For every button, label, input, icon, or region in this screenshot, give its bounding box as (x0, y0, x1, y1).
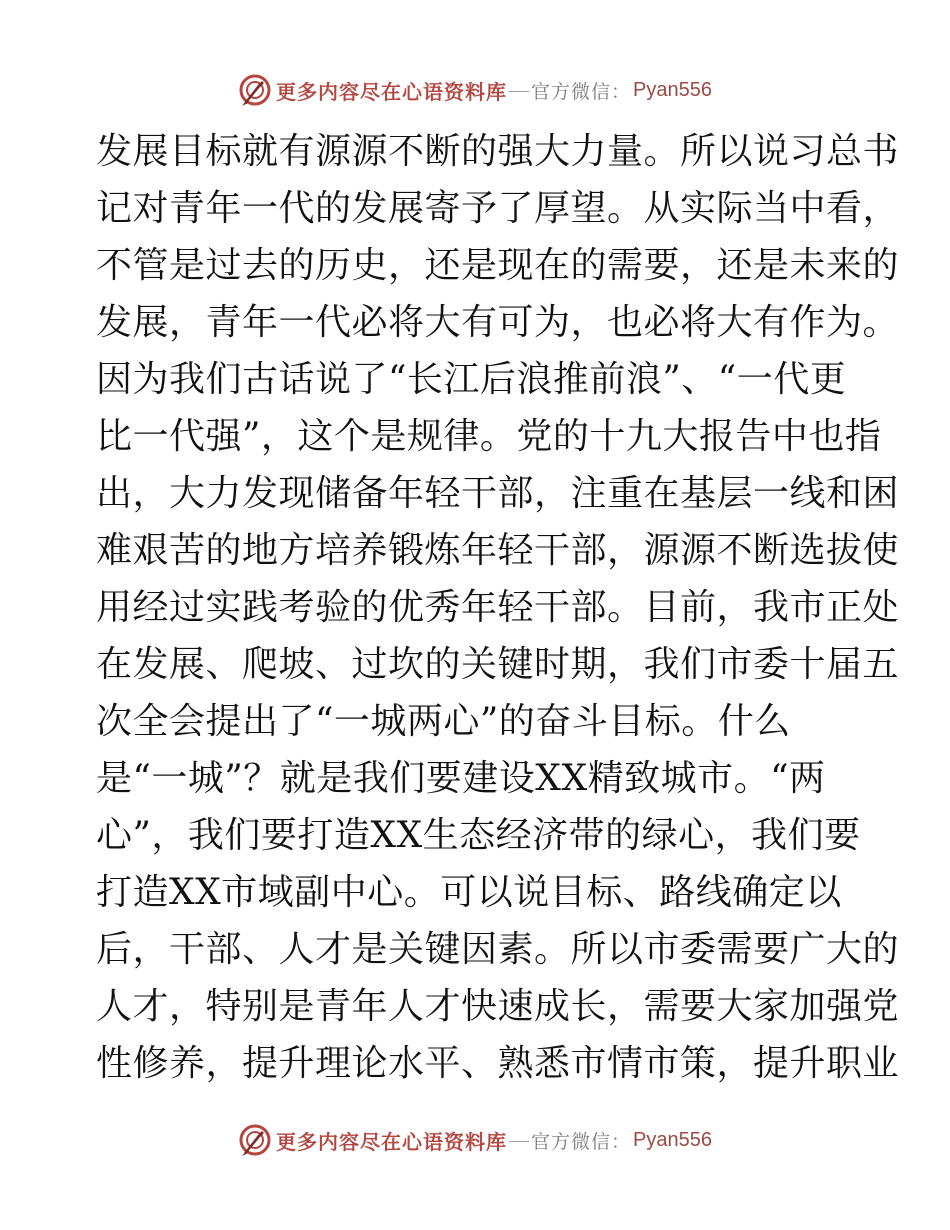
body-line: 后，干部、人才是关键因素。所以市委需要广大的 (96, 929, 900, 970)
body-line: 因为我们古话说了“长江后浪推前浪”、“一代更 (96, 359, 847, 400)
banner-contact-id: Pyan556 (633, 1128, 712, 1151)
body-line: 发展，青年一代必将大有可为，也必将大有作为。 (96, 302, 900, 343)
banner-brand-text: 更多内容尽在心语资料库 (276, 79, 507, 104)
header-banner (0, 70, 950, 110)
body-line: 人才，特别是青年人才快速成长，需要大家加强党 (96, 986, 900, 1027)
pen-logo-icon (238, 1123, 272, 1157)
banner-brand-text: 更多内容尽在心语资料库 (276, 1129, 507, 1154)
footer-banner (0, 1120, 950, 1160)
document-body (96, 123, 900, 1092)
body-line: 次全会提出了“一城两心”的奋斗目标。什么 (96, 701, 791, 742)
body-line: 记对青年一代的发展寄予了厚望。从实际当中看， (96, 188, 900, 229)
body-line: 打造XX市域副中心。可以说目标、路线确定以 (96, 872, 842, 913)
body-line: 不管是过去的历史，还是现在的需要，还是未来的 (96, 245, 900, 286)
banner-contact-label: 官方微信： (531, 1130, 632, 1153)
banner-dash: — (509, 1128, 529, 1151)
body-line: 比一代强”，这个是规律。党的十九大报告中也指 (96, 416, 882, 457)
body-line: 心”，我们要打造XX生态经济带的绿心，我们要 (96, 815, 861, 856)
body-line: 难艰苦的地方培养锻炼年轻干部，源源不断选拔使 (96, 530, 900, 571)
body-line: 发展目标就有源源不断的强大力量。所以说习总书 (96, 131, 900, 172)
body-line: 用经过实践考验的优秀年轻干部。目前，我市正处 (96, 587, 900, 628)
body-line: 在发展、爬坡、过坎的关键时期，我们市委十届五 (96, 644, 900, 685)
body-line: 出，大力发现储备年轻干部，注重在基层一线和困 (96, 473, 900, 514)
banner-contact-label: 官方微信： (531, 80, 632, 103)
body-line: 是“一城”？就是我们要建设XX精致城市。“两 (96, 758, 826, 799)
banner-contact-id: Pyan556 (633, 78, 712, 101)
body-line: 性修养，提升理论水平、熟悉市情市策，提升职业 (96, 1043, 900, 1084)
banner-dash: — (509, 78, 529, 101)
pen-logo-icon (238, 73, 272, 107)
